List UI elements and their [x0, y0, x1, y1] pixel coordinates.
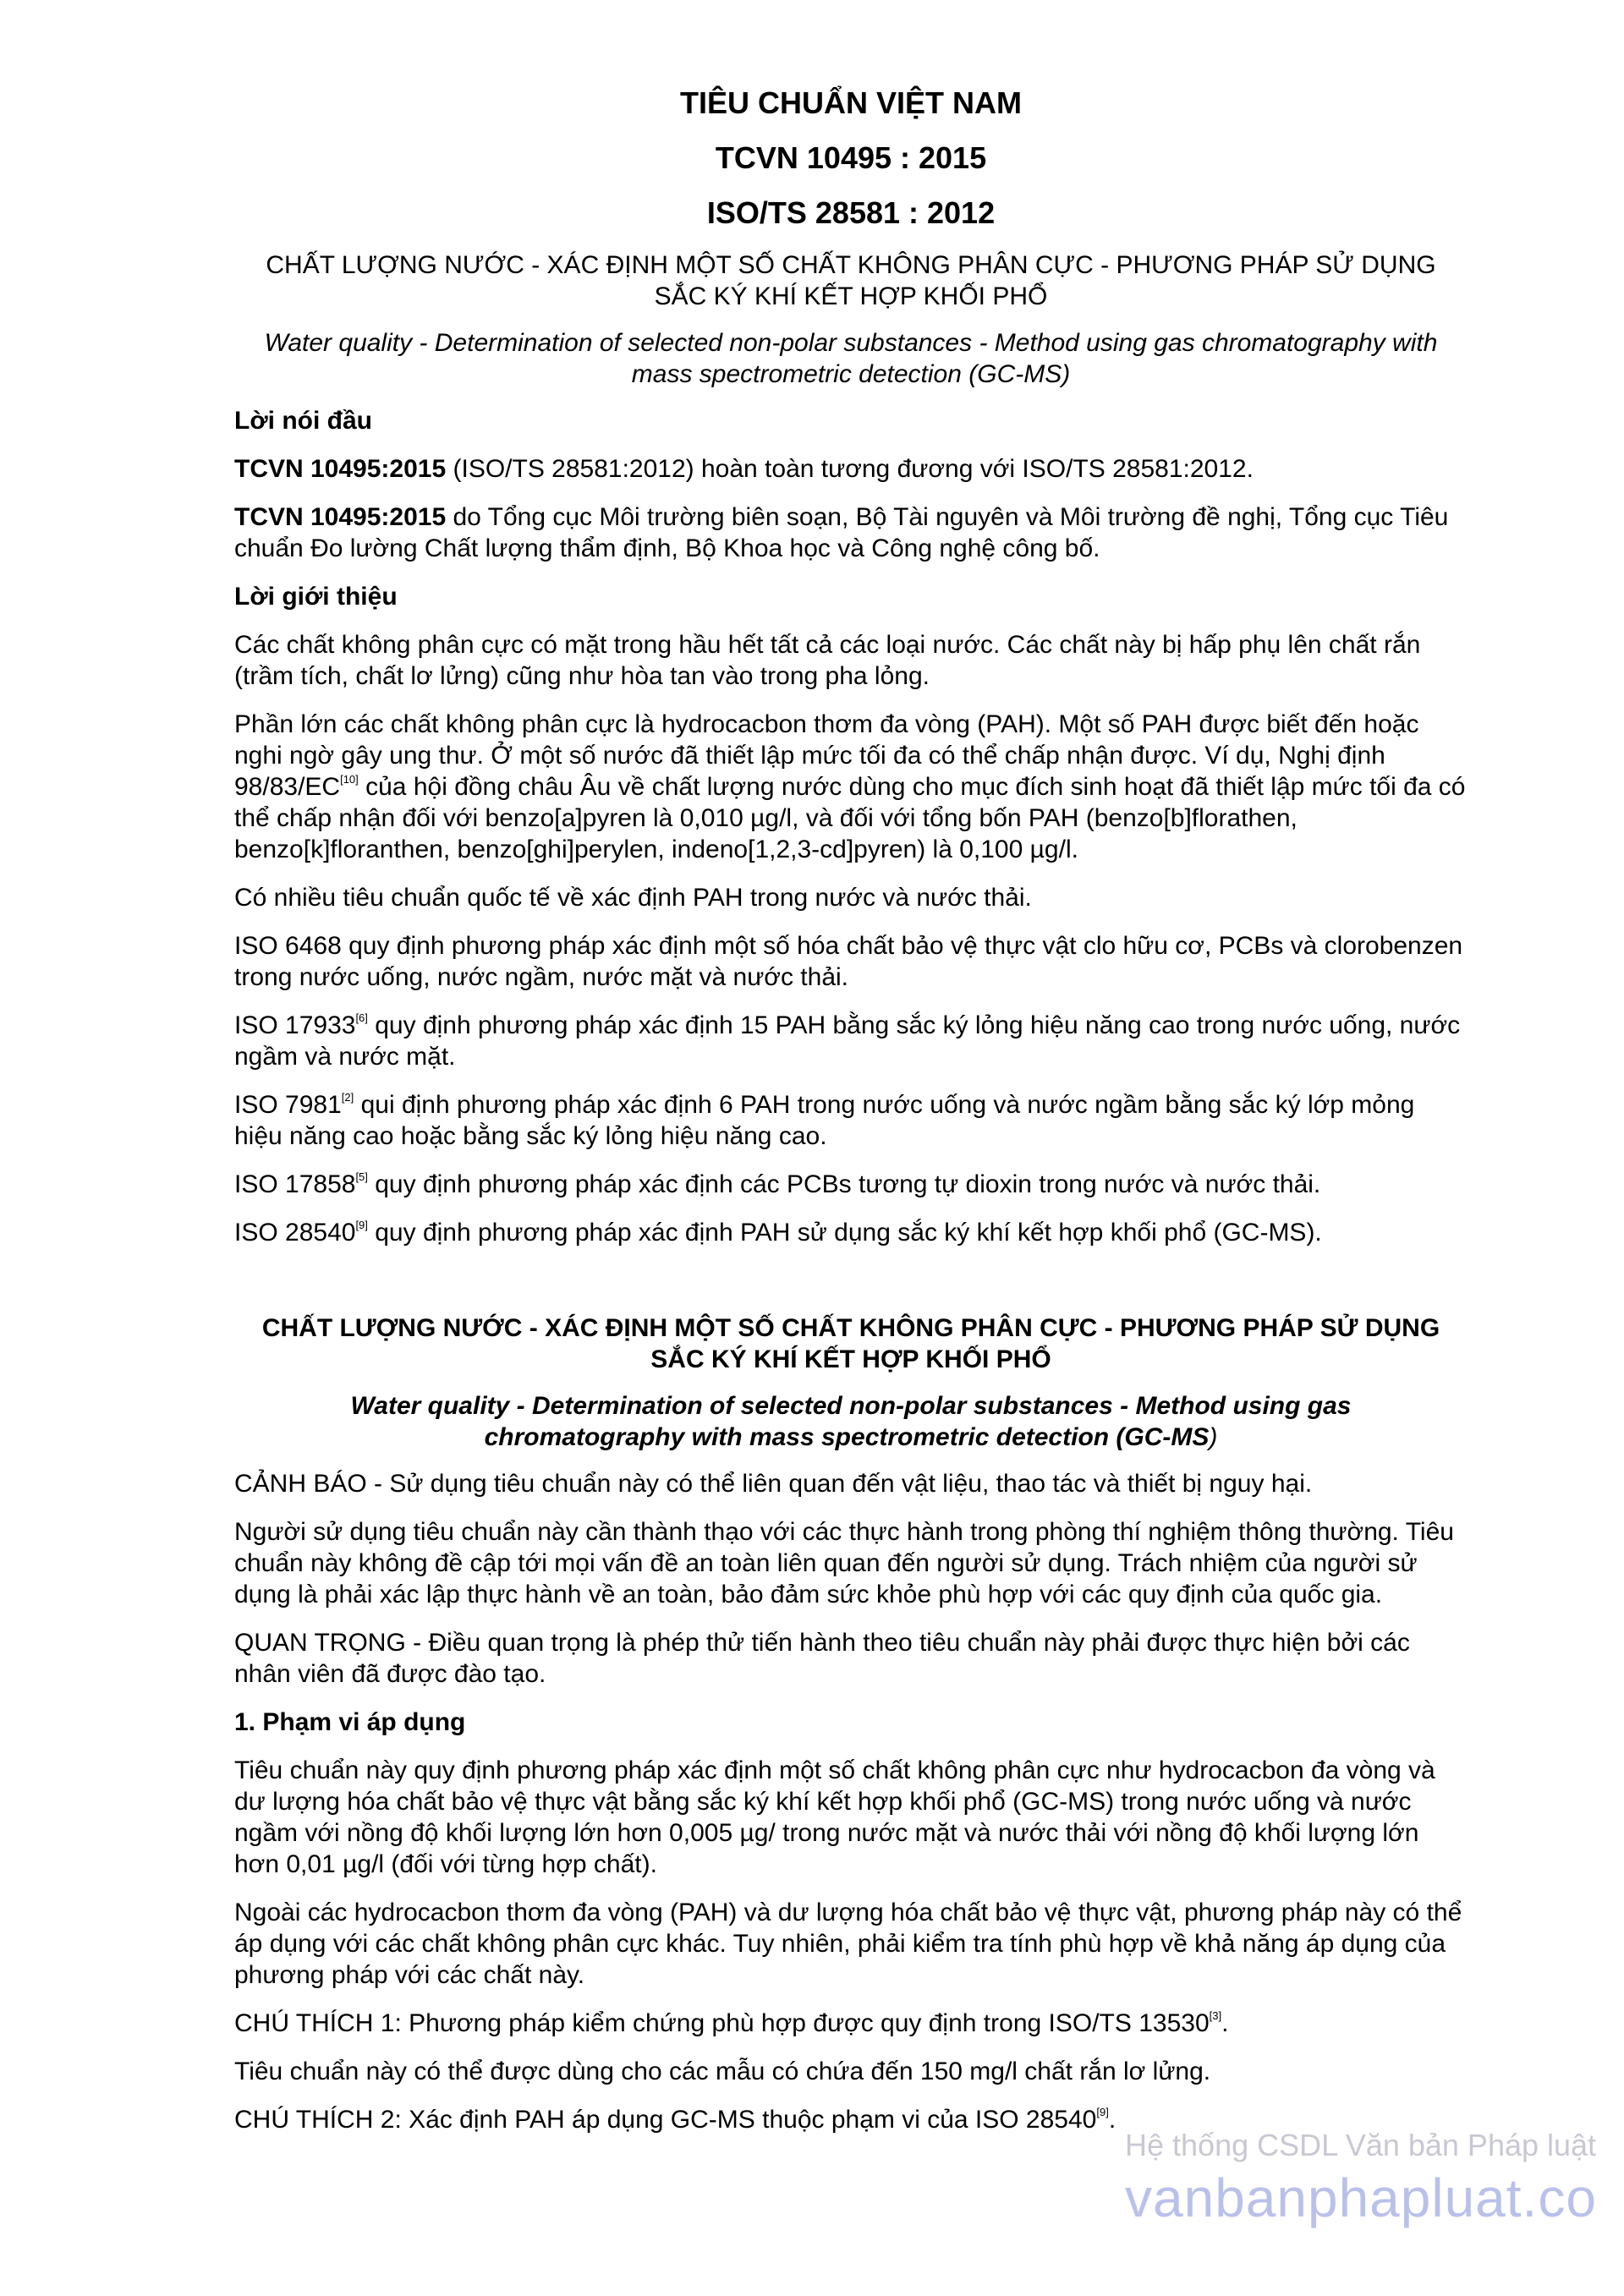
doc-title: TIÊU CHUẨN VIỆT NAM: [680, 85, 1022, 120]
intro-paragraph-1: Các chất không phân cực có mặt trong hầu hết tất cả các loại nước. Các chất này bị hấp phụ lên chất rắn (trầm tích, chất lơ lửng) cũng như hòa tan vào trong pha lỏng.: [234, 631, 1421, 690]
user-note: Người sử dụng tiêu chuẩn này cần thành thạo với các thực hành trong phòng thí nghiệm thông thường. Tiêu chuẩn này không đề cập tới mọi vấn đề an toàn liên quan đến người sử dụng. Trách nhiệm của người sử dụng là phải xác lập thực hành về an toàn, bảo đảm sức khỏe phù hợp với các quy định của quốc gia.: [234, 1518, 1454, 1608]
warning-text: CẢNH BÁO - Sử dụng tiêu chuẩn này có thể liên quan đến vật liệu, thao tác và thiết bị nguy hại.: [234, 1470, 1313, 1498]
doc-code: TCVN 10495 : 2015: [715, 140, 987, 175]
scope-note-1: CHÚ THÍCH 1: Phương pháp kiểm chứng phù hợp được quy định trong ISO/TS 13530[3].: [234, 2009, 1229, 2037]
scope-paragraph-2: Ngoài các hydrocacbon thơm đa vòng (PAH) và dư lượng hóa chất bảo vệ thực vật, phương pháp này có thể áp dụng với các chất không phân cực khác. Tuy nhiên, phải kiểm tra tính phù hợp về khả năng áp dụng của phương pháp với các chất này.: [234, 1899, 1462, 1989]
main-title-en: Water quality - Determination of selected non-polar substances - Method using gas chromatography with mass spectrometric detection (GC-MS): [350, 1392, 1352, 1451]
citation-ref: [10]: [340, 773, 359, 786]
citation-ref: [9]: [355, 1219, 368, 1231]
intro-paragraph-2: Phần lớn các chất không phân cực là hydrocacbon thơm đa vòng (PAH). Một số PAH được biết đến hoặc nghi ngờ gây ung thư. Ở một số nước đã thiết lập mức tối đa có thể chấp nhận được. Ví dụ, Nghị định 98/83/EC[10] của hội đồng châu Âu về chất lượng nước dùng cho mục đích sinh hoạt đã thiết lập mức tối đa có thể chấp nhận đối với benzo[a]pyren là 0,010 µg/l, và đối với tổng bốn PAH (benzo[b]florathen, benzo[k]floranthen, benzo[ghi]perylen, indeno[1,2,3-cd]pyren) là 0,100 µg/l.: [234, 710, 1466, 863]
scope-paragraph-1: Tiêu chuẩn này quy định phương pháp xác định một số chất không phân cực như hydrocacbon đa vòng và dư lượng hóa chất bảo vệ thực vật bằng sắc ký khí kết hợp khối phổ (GC-MS) trong nước uống và nước ngầm với nồng độ khối lượng lớn hơn 0,005 µg/ trong nước mặt và nước thải với nồng độ khối lượng lớn hơn 0,01 µg/l (đối với từng hợp chất).: [234, 1756, 1435, 1878]
document-page: [234, 85, 1468, 2152]
foreword-heading: Lời nói đầu: [234, 407, 372, 435]
intro-paragraph-6: ISO 7981[2] qui định phương pháp xác định 6 PAH trong nước uống và nước ngầm bằng sắc ký lớp mỏng hiệu năng cao hoặc bằng sắc ký lỏng hiệu năng cao.: [234, 1091, 1415, 1150]
citation-ref: [5]: [355, 1170, 368, 1183]
citation-ref: [3]: [1209, 2009, 1222, 2022]
doc-title-en: Water quality - Determination of selected non-polar substances - Method using gas chromatography with mass spectrometric detection (GC-MS): [264, 329, 1438, 388]
foreword-paragraph-2: TCVN 10495:2015 do Tổng cục Môi trường biên soạn, Bộ Tài nguyên và Môi trường đề nghị, Tổng cục Tiêu chuẩn Đo lường Chất lượng thẩm định, Bộ Khoa học và Công nghệ công bố.: [234, 503, 1449, 562]
citation-ref: [2]: [341, 1091, 354, 1104]
watermark-caption: Hệ thống CSDL Văn bản Pháp luật: [1125, 2128, 1597, 2162]
scope-note-2: CHÚ THÍCH 2: Xác định PAH áp dụng GC-MS thuộc phạm vi của ISO 28540[9].: [234, 2106, 1116, 2134]
scope-paragraph-3: Tiêu chuẩn này có thể được dùng cho các mẫu có chứa đến 150 mg/l chất rắn lơ lửng.: [234, 2058, 1211, 2085]
important-note: QUAN TRỌNG - Điều quan trọng là phép thử tiến hành theo tiêu chuẩn này phải được thực hiện bởi các nhân viên đã được đào tạo.: [234, 1629, 1410, 1688]
main-title-vi: CHẤT LƯỢNG NƯỚC - XÁC ĐỊNH MỘT SỐ CHẤT KHÔNG PHÂN CỰC - PHƯƠNG PHÁP SỬ DỤNG SẮC KÝ KHÍ KẾT HỢP KHỐI PHỔ: [261, 1314, 1440, 1373]
intro-paragraph-3: Có nhiều tiêu chuẩn quốc tế về xác định PAH trong nước và nước thải.: [234, 884, 1032, 912]
section-spacer: [234, 1265, 1468, 1312]
citation-ref: [9]: [1096, 2106, 1109, 2118]
intro-paragraph-7: ISO 17858[5] quy định phương pháp xác định các PCBs tương tự dioxin trong nước và nước thải.: [234, 1170, 1321, 1198]
foreword-paragraph-1: TCVN 10495:2015 (ISO/TS 28581:2012) hoàn toàn tương đương với ISO/TS 28581:2012.: [234, 455, 1254, 483]
intro-paragraph-5: ISO 17933[6] quy định phương pháp xác định 15 PAH bằng sắc ký lỏng hiệu năng cao trong nước uống, nước ngầm và nước mặt.: [234, 1011, 1461, 1071]
intro-heading: Lời giới thiệu: [234, 583, 398, 611]
citation-ref: [6]: [355, 1011, 368, 1024]
doc-iso-code: ISO/TS 28581 : 2012: [706, 195, 996, 230]
scope-heading: 1. Phạm vi áp dụng: [234, 1708, 466, 1736]
intro-paragraph-8: ISO 28540[9] quy định phương pháp xác định PAH sử dụng sắc ký khí kết hợp khối phổ (GC-MS).: [234, 1219, 1322, 1247]
intro-paragraph-4: ISO 6468 quy định phương pháp xác định một số hóa chất bảo vệ thực vật clo hữu cơ, PCBs và clorobenzen trong nước uống, nước ngầm, nước mặt và nước thải.: [234, 932, 1463, 991]
watermark-site-link[interactable]: vanbanphapluat.co: [1125, 2167, 1597, 2228]
doc-title-vi: CHẤT LƯỢNG NƯỚC - XÁC ĐỊNH MỘT SỐ CHẤT KHÔNG PHÂN CỰC - PHƯƠNG PHÁP SỬ DỤNG SẮC KÝ KHÍ KẾT HỢP KHỐI PHỔ: [266, 251, 1436, 310]
